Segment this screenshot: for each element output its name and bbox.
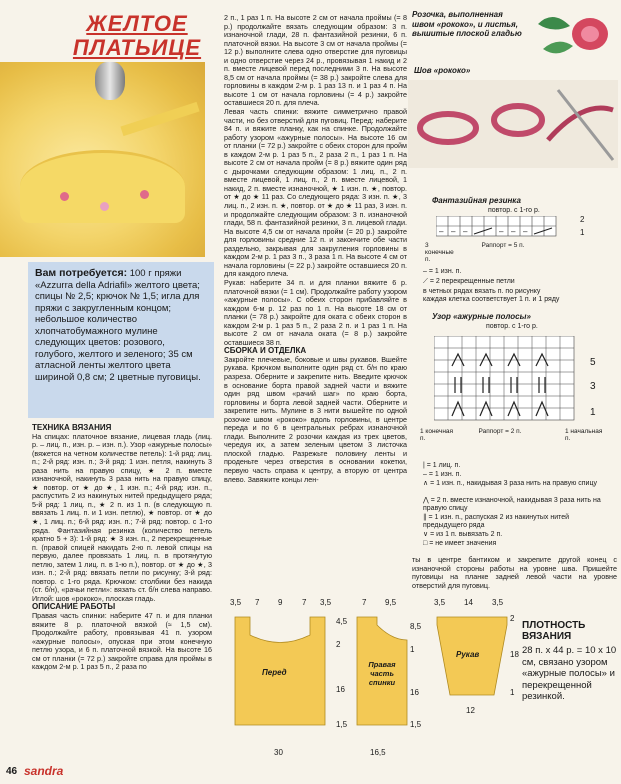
back-dim-right-2: 16: [410, 688, 419, 697]
rib-chart: [436, 216, 576, 242]
ajour-legend-1: – = 1 изн. п.: [423, 471, 462, 478]
description-text: Правая часть спинки: наберите 47 п. и для планки вяжите 8 р. платочной вязкой (≈ 1,5 см). Продолжайте работу, провязывая 41 п. узором «ажурные полосы», опуская при этом конечную петлю узора, и 6 п. платочной вязкой. На высоте 16 см от планки (= 72 р.) закройте справа для проймы в каждом 2-м р. 1 раз 5 п., 2 раза по: [32, 611, 212, 672]
rococo-caption: Шов «рококо»: [414, 66, 471, 75]
bell-ornament: [95, 62, 125, 100]
ajour-legend-5: ∨ = из 1 п. вывязать 2 п.: [423, 531, 503, 538]
assembly-text: Закройте плечевые, боковые и швы рукавов. Вшейте рукава. Крючком выполните один ряд ст. б/н по краю разреза. Оберните и закрепите нить. Введите крючок в основание борта правой задней части и вяжите один ряд швом «рачий шаг» по краю борта, горловины и борта левой задней части. Оберните и закрепите нить. Мулине в 3 нити вышейте по одной розочке швом «рококо» вдоль горловины, в центре переда и по 6 в центральных ребрах изнаночной глади. Выполните 2 розочки каждая из трех цветов, чередуя их, а затем зеленым цветом 3 листочка плоской гладью. Разрежьте половину ленты и проденьте через отверстия в основании кокетки, первую часть справа к центру, а вторую от центра влево. Завяжите концы лен-: [224, 354, 407, 484]
technique-heading: ТЕХНИКА ВЯЗАНИЯ: [32, 423, 112, 432]
front-dim-top-3: 7: [302, 598, 307, 607]
sleeve-dim-right-1: 18: [510, 650, 519, 659]
rose-icon: [140, 190, 149, 199]
back-dim-top-0: 7: [362, 598, 367, 607]
front-dim-top-1: 7: [255, 598, 260, 607]
front-dim-right-3: 1,5: [336, 720, 348, 729]
front-dim-top-0: 3,5: [230, 598, 242, 607]
ribbon: [120, 102, 199, 136]
page-number: 46: [6, 766, 18, 777]
ajour-row-5: 5: [590, 357, 596, 368]
rib-legend-3: каждая клетка соответствует 1 п. и 1 ряду: [423, 296, 560, 303]
back-dim-right-0: 8,5: [410, 622, 422, 631]
ajour-heading: Узор «ажурные полосы»: [432, 312, 531, 321]
ajour-legend-2: ∧ = 1 изн. п., накидывая 3 раза нить на правую спицу: [423, 480, 597, 487]
sleeve-dim-top-0: 3,5: [434, 598, 446, 607]
front-dim-right-0: 4,5: [336, 617, 348, 626]
materials-box: [28, 262, 214, 418]
ajour-row-3: 3: [590, 381, 596, 392]
middle-text-2: Левая часть спинки: вяжите симметрично правой части, но без отверстий для пуговиц. Перед: наберите 84 п. и вяжите планку, как на спинке. Продолжайте работу узором «ажурные полосы». На высоте 16 см от планки (= 72 р.) закройте с обеих сторон для пройм в каждом 2-м р. 1 раз 5 п., 2 раза 2 п., 1 раз 1 п. На высоте 2 см от начала пройм (= 8 р.) вяжите один ряд с дырочками следующим образом: 1 лиц. п., 2 п. вместе лицевой, 1 лиц. п., 2 п. вместе лицевой, 1 накид, 2 п. вместе изнаночной, ★ 1 изн. п. ★, повтор. от ★ до ★ 11 раз. Со следующего ряда: 3 изн. п. ★, 3 лиц. п., 2 изн. п. ★, повтор. от ★ до ★ 11 раз, 3 изн. п. и продолжайте следующим образом: 3 п. изнаночной глади, 58 п. фантазийной резинки, 3 п. лицевой глади. На высоте 4,5 см от начала пройм (= 20 р.) закройте для горловины средние 12 п. и закончите обе части раздельно, закрывая для закругления горловины в каждом 2-м р. 1 раз 3 п., 3 раза 1 п. На высоте 4 см от начала горловины (= 22 р.) закройте оставшиеся 20 п. для каждого плеча.: [224, 107, 407, 279]
rib-legend-1: ⟋ = 2 перекрещенные петли: [423, 278, 515, 285]
ajour-legend-4: ∥ = 1 изн. п., распуская 2 из накинутых нитей предыдущего ряда: [423, 514, 570, 529]
materials-text: 100 г пряжи «Azzurra della Adriafil» желтого цвета; спицы № 2,5; крючок № 1,5; игла для пряжи с закругленным концом; небольшое количество хлопчатобумажного мулине следующих цветов: розового, голубого, желтого и зеленого; 35 см атласной ленты желтого цвета шириной 0,8 см; 2 цветные пуговицы.: [35, 268, 201, 383]
ajour-rapport: Раппорт = 2 п.: [478, 428, 522, 435]
rib-heading: Фантазийная резинка: [432, 196, 521, 205]
back-dim-right-3: 1,5: [410, 720, 422, 729]
front-dim-right-1: 2: [336, 640, 341, 649]
ajour-legend-6: □ = не имеет значения: [423, 540, 497, 547]
rococo-stitch-illustration: [408, 80, 618, 168]
front-dim-bottom: 30: [274, 748, 283, 757]
rib-edge-stitches: 3 конечные п.: [425, 242, 454, 263]
sleeve-label: Рукав: [456, 650, 480, 659]
sleeve-dim-right-0: 2: [510, 614, 515, 623]
end-text: ты в центре бантиком и закрепите другой конец с изнаночной стороны работы на уровне шва. Пришейте пуговицы на планке задней левой части на уровне отверстий для пуговиц.: [412, 555, 617, 590]
rose-caption: Розочка, выполненная швом «рококо», и листья, вышитые плоской гладью: [412, 10, 522, 38]
magazine-brand: sandra: [24, 764, 64, 778]
svg-text:–: –: [511, 227, 516, 236]
front-label: Перед: [262, 668, 287, 677]
dress-collar: [20, 150, 185, 223]
rib-rapport: Раппорт = 5 п.: [481, 242, 525, 249]
rib-legend-0: – = 1 изн. п.: [423, 268, 462, 275]
sleeve-dim-bottom: 12: [466, 706, 475, 715]
back-label: Правая часть спинки: [368, 660, 396, 687]
sleeve-dim-right-2: 1: [510, 688, 515, 697]
page-title: ЖЕЛТОЕ ПЛАТЬИЦЕ: [72, 11, 202, 60]
svg-text:–: –: [439, 227, 444, 236]
ajour-legend-3: ⋀ = 2 п. вместе изнаночной, накидывая 3 раза нить на правую спицу: [423, 497, 601, 512]
back-dim-bottom: 16,5: [370, 748, 386, 757]
rose-icon: [60, 192, 69, 201]
ajour-legend-0: | = 1 лиц. п.: [423, 462, 461, 469]
front-dim-right-2: 16: [336, 685, 345, 694]
sleeve-dim-top-2: 3,5: [492, 598, 504, 607]
ajour-chart: [434, 336, 584, 424]
rose-illustration: [528, 4, 618, 64]
svg-text:–: –: [451, 227, 456, 236]
description-heading: ОПИСАНИЕ РАБОТЫ: [32, 602, 116, 612]
front-dim-top-2: 9: [278, 598, 283, 607]
middle-text-3: Рукав: наберите 34 п. и для планки вяжите 6 р. платочной вязки (= 1 см). Продолжайте работу узором «ажурные полосы». С обеих сторон прибавляйте в каждом 6-м р. 12 раз по 1 п. На высоте 18 см от планки (= 78 р.) закройте для оката с обеих сторон в каждом 2-м р. 1 раз 5 п., 2 раза 2 п. и 1 раз 1 п. На высоте 2 см от начала оката (= 8 р.) закройте оставшиеся 38 п.: [224, 277, 407, 347]
svg-text:–: –: [499, 227, 504, 236]
technique-text: На спицах: платочное вязание, лицевая гладь (лиц. р. – лиц. п., изн. р. – изн. п.). Узор «ажурные полосы» (вяжется на четном количестве петель): 1-й ряд: лиц. п.; 2-й ряд: изн. п.; 3-й ряд: 1 изн. петля, накинуть 3 раза нить на правую спицу, ★ 2 п. вместе изнаночной, накинуть 3 раза нить на правую спицу, ★ повтор. от ★ до ★, 1 изн. п.; 4-й ряд: изн. п., распустить 2 из накинутых нитей предыдущего ряда; 5-й ряд: 1 лиц. п., ★ 2 п. из 1 п. (в следующую п. ввязать 1 лиц. п. и 1 изн. петлю), ★ повтор. от ★ до ★, 1 лиц. п.; 6-й ряд: изн. п.; 7-й ряд: повтор. с 1-го ряда. Фантазийная резинка (количество петель кратно 5 + 3): 1-й ряд: ★ 3 изн. п., 2 перекрещенные п. (правой спицей накидать 2-ю п. левой спицы на первую, далее провязать 1 лиц. п. в протянутую петлю, затем 1 лиц. п. в 1-ю п.), повтор. от ★ до ★, 3 изн. п.; 2-й ряд: ввязать петли по рисунку; 3-й ряд: повтор. с 1-го ряда. Крючком: столбики без накида (ст. б/н), «рачьи петли»: вязать ст. б/н слева направо. Иглой: шов «рококо», плоская гладь.: [32, 431, 212, 603]
rib-row-2: 2: [580, 215, 585, 224]
density-heading: ПЛОТНОСТЬ ВЯЗАНИЯ: [522, 620, 586, 642]
ajour-left-edge: 1 конечная п.: [420, 428, 454, 442]
dress-photo: [0, 62, 205, 257]
back-dim-top-1: 9,5: [385, 598, 397, 607]
ajour-repeat-note: повтор. с 1-го р.: [486, 323, 538, 330]
back-dim-right-1: 1: [410, 645, 415, 654]
middle-column: [224, 14, 407, 484]
density-text: 28 п. х 44 р. = 10 х 10 см, связано узором «ажурные полосы» и перекрещенной резинкой.: [522, 645, 617, 702]
sleeve-dim-top-1: 14: [464, 598, 473, 607]
ajour-right-edge: 1 начальная п.: [565, 428, 603, 442]
middle-text-1: 2 п., 1 раз 1 п. На высоте 2 см от начала проймы (= 8 р.) продолжайте вязать следующим образом: 3 п. изнаночной глади, 28 п. фантазийной резинки, 6 п. платочной вязки. На высоте 3 см от начала проймы (= 12 р.) выполните слева одно отверстие для пуговицы и одно отверстие через 24 р., провязывая 1 накид и 2 п. вместе лицевой перед последними 3 п. На высоте 8,5 см от начала проймы (= 38 р.) закройте слева для горловины в каждом 2-м р. 1 раз 13 п. и 1 раз 4 п. На высоте 1 см от начала горловины (= 4 р.) закройте оставшиеся 20 п. для плеча.: [224, 13, 407, 108]
assembly-heading: СБОРКА И ОТДЕЛКА: [224, 346, 307, 356]
rib-row-1: 1: [580, 228, 585, 237]
left-column: [32, 424, 212, 672]
front-dim-top-4: 3,5: [320, 598, 332, 607]
materials-heading: Вам потребуется:: [35, 267, 128, 279]
rib-repeat-note: повтор. с 1-го р.: [488, 207, 540, 214]
svg-text:–: –: [523, 227, 528, 236]
ajour-row-1: 1: [590, 407, 596, 418]
svg-text:–: –: [463, 227, 468, 236]
rib-legend-2: в четных рядах вязать п. по рисунку: [423, 288, 541, 295]
rose-icon: [100, 202, 109, 211]
